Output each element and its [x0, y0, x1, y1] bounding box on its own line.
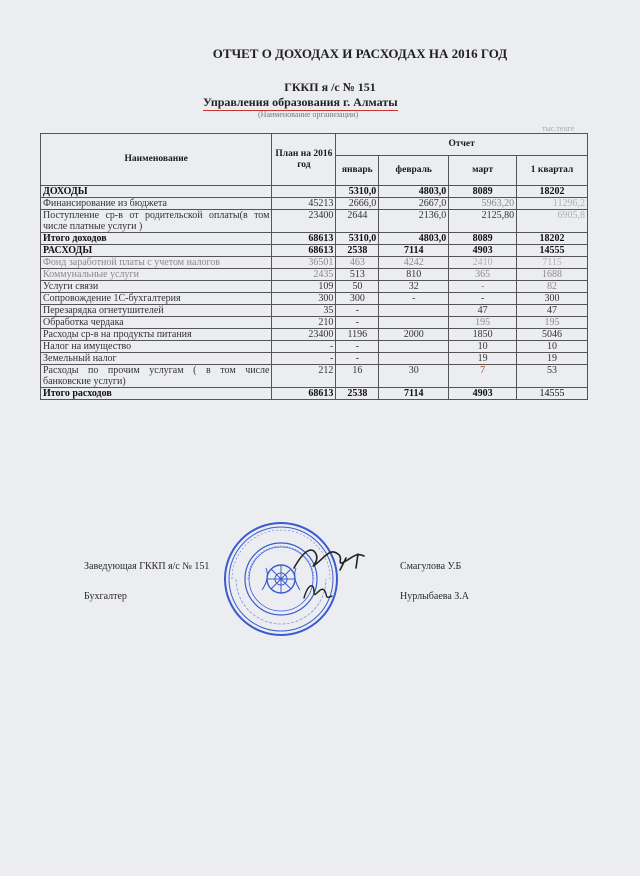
header-jan: январь — [336, 156, 379, 186]
row-name: Обработка чердака — [41, 317, 272, 329]
row-plan: 23400 — [272, 329, 336, 341]
row-feb: 2136,0 — [379, 210, 449, 233]
row-feb — [379, 317, 449, 329]
row-q1: 14555 — [517, 245, 588, 257]
organization-note: (Наименование организации) — [258, 110, 359, 119]
row-jan: 2644 — [336, 210, 379, 233]
row-jan: 300 — [336, 293, 379, 305]
row-name: Расходы по прочим услугам ( в том числе банковские услуги) — [41, 365, 272, 388]
director-signature-icon — [286, 540, 376, 576]
row-feb: 810 — [379, 269, 449, 281]
row-plan: 36501 — [272, 257, 336, 269]
row-jan: 463 — [336, 257, 379, 269]
accountant-name: Нурлыбаева З.А — [400, 591, 470, 602]
accountant-label: Бухгалтер — [84, 591, 127, 602]
row-q1: 18202 — [517, 186, 588, 198]
row-mar: - — [449, 293, 517, 305]
row-jan: 2538 — [336, 245, 379, 257]
director-name: Смагулова У.Б — [400, 561, 462, 572]
row-q1: 7115 — [517, 257, 588, 269]
row-q1: 195 — [517, 317, 588, 329]
row-feb — [379, 353, 449, 365]
row-name: РАСХОДЫ — [41, 245, 272, 257]
row-mar: 8089 — [449, 233, 517, 245]
row-q1: 14555 — [517, 388, 588, 400]
row-name: Итого доходов — [41, 233, 272, 245]
row-feb: 30 — [379, 365, 449, 388]
row-q1: 82 — [517, 281, 588, 293]
row-name: Фонд заработной платы с учетом налогов — [41, 257, 272, 269]
row-plan: 45213 — [272, 198, 336, 210]
row-jan: 50 — [336, 281, 379, 293]
row-q1: 19 — [517, 353, 588, 365]
row-jan: 16 — [336, 365, 379, 388]
table-row — [41, 317, 588, 329]
row-feb: 7114 — [379, 388, 449, 400]
row-plan: 35 — [272, 305, 336, 317]
row-jan: - — [336, 353, 379, 365]
row-mar: 4903 — [449, 245, 517, 257]
header-feb: февраль — [379, 156, 449, 186]
row-name: ДОХОДЫ — [41, 186, 272, 198]
row-plan: 68613 — [272, 245, 336, 257]
row-plan: 300 — [272, 293, 336, 305]
row-q1: 5046 — [517, 329, 588, 341]
row-plan: 210 — [272, 317, 336, 329]
row-q1: 53 — [517, 365, 588, 388]
row-feb: 32 — [379, 281, 449, 293]
table-row — [41, 257, 588, 269]
row-name: Коммунальные услуги — [41, 269, 272, 281]
row-name: Сопровождение 1С-бухгалтерия — [41, 293, 272, 305]
director-label: Заведующая ГККП я/с № 151 — [84, 561, 210, 572]
row-mar: 195 — [449, 317, 517, 329]
income-expense-table — [40, 133, 588, 400]
row-q1: 1688 — [517, 269, 588, 281]
row-q1: 300 — [517, 293, 588, 305]
row-plan: 109 — [272, 281, 336, 293]
row-feb: - — [379, 293, 449, 305]
row-jan: 5310,0 — [336, 186, 379, 198]
header-plan: План на 2016 год — [272, 134, 336, 186]
unit-note: тыс.тенге — [542, 124, 575, 133]
row-name: Земельный налог — [41, 353, 272, 365]
row-feb: 2667,0 — [379, 198, 449, 210]
row-plan: 2435 — [272, 269, 336, 281]
row-name: Итого расходов — [41, 388, 272, 400]
row-jan: - — [336, 317, 379, 329]
row-plan: - — [272, 353, 336, 365]
row-mar: 1850 — [449, 329, 517, 341]
row-mar: 4903 — [449, 388, 517, 400]
row-q1: 47 — [517, 305, 588, 317]
row-mar: 5963,20 — [449, 198, 517, 210]
table-row — [41, 293, 588, 305]
row-mar: 365 — [449, 269, 517, 281]
table-row — [41, 269, 588, 281]
row-plan: - — [272, 341, 336, 353]
row-jan: - — [336, 341, 379, 353]
row-q1: 10 — [517, 341, 588, 353]
row-q1: 18202 — [517, 233, 588, 245]
table-row — [41, 186, 588, 198]
row-mar: 8089 — [449, 186, 517, 198]
row-mar: 2125,80 — [449, 210, 517, 233]
table-row — [41, 329, 588, 341]
row-jan: 1196 — [336, 329, 379, 341]
row-feb: 4803,0 — [379, 233, 449, 245]
row-feb — [379, 341, 449, 353]
table-row — [41, 281, 588, 293]
table-row — [41, 341, 588, 353]
table-row — [41, 353, 588, 365]
row-jan: 2538 — [336, 388, 379, 400]
table-row — [41, 365, 588, 388]
row-plan: 68613 — [272, 388, 336, 400]
row-jan: - — [336, 305, 379, 317]
table-row — [41, 210, 588, 233]
row-name: Услуги связи — [41, 281, 272, 293]
row-mar: 10 — [449, 341, 517, 353]
row-name: Налог на имущество — [41, 341, 272, 353]
row-name: Расходы ср-в на продукты питания — [41, 329, 272, 341]
row-mar: 19 — [449, 353, 517, 365]
header-mar: март — [449, 156, 517, 186]
organization-name: Управления образования г. Алматы — [203, 95, 398, 109]
table-row — [41, 305, 588, 317]
row-jan: 5310,0 — [336, 233, 379, 245]
table-row — [41, 245, 588, 257]
table-row — [41, 233, 588, 245]
table-row — [41, 198, 588, 210]
header-report: Отчет — [336, 134, 588, 156]
report-subtitle: ГККП я /с № 151 — [284, 80, 376, 94]
row-name: Поступление ср-в от родительской оплаты(в том числе платные услуги ) — [41, 210, 272, 233]
row-jan: 2666,0 — [336, 198, 379, 210]
row-plan: 212 — [272, 365, 336, 388]
row-feb: 4242 — [379, 257, 449, 269]
report-title: ОТЧЕТ О ДОХОДАХ И РАСХОДАХ НА 2016 ГОД — [212, 46, 508, 61]
row-feb: 2000 — [379, 329, 449, 341]
row-plan: 23400 — [272, 210, 336, 233]
row-feb: 7114 — [379, 245, 449, 257]
row-feb — [379, 305, 449, 317]
row-jan: 513 — [336, 269, 379, 281]
header-name: Наименование — [41, 134, 272, 186]
accountant-signature-icon — [298, 578, 338, 604]
header-q1: 1 квартал — [517, 156, 588, 186]
row-plan — [272, 186, 336, 198]
row-feb: 4803,0 — [379, 186, 449, 198]
row-q1: 11296,2 — [517, 198, 588, 210]
row-mar: 2410 — [449, 257, 517, 269]
row-plan: 68613 — [272, 233, 336, 245]
row-mar: 7 — [449, 365, 517, 388]
row-name: Перезарядка огнетушителей — [41, 305, 272, 317]
row-name: Финансирование из бюджета — [41, 198, 272, 210]
table-row — [41, 388, 588, 400]
row-q1: 6905,8 — [517, 210, 588, 233]
row-mar: 47 — [449, 305, 517, 317]
row-mar: - — [449, 281, 517, 293]
